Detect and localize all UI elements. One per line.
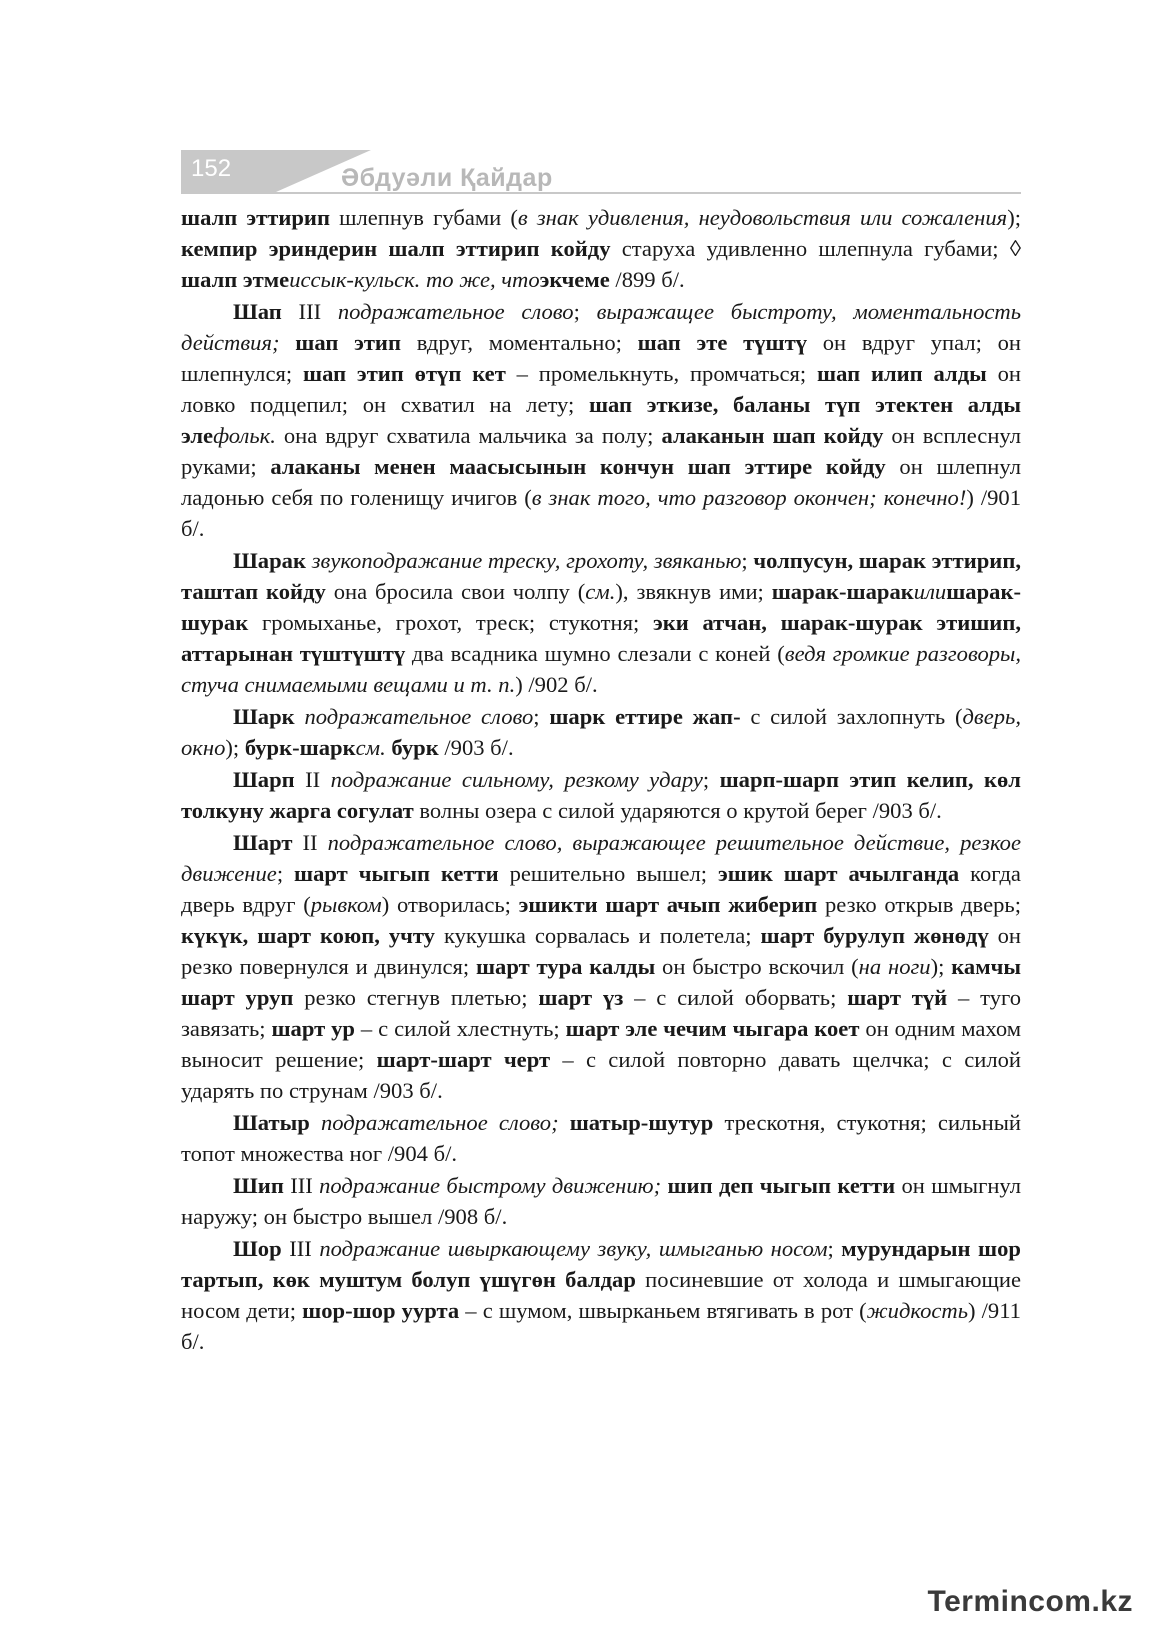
gloss-italic: подражательное слово — [337, 299, 574, 324]
headword-text: Шатыр — [233, 1110, 310, 1135]
definition-text: ); — [225, 735, 245, 760]
definition-text: ); — [930, 954, 952, 979]
header-rule — [181, 192, 1021, 194]
definition-text: ) /911 б/. — [181, 1298, 1021, 1354]
headword-text: шарт чыгып кетти — [294, 861, 499, 886]
definition-text: она вдруг схватила мальчика за полу; — [275, 423, 662, 448]
headword-text: экчеме — [539, 267, 610, 292]
headword-text: шарп-шарп этип келип, көл толкуну жарга согулат — [181, 767, 1021, 823]
headword-text: шарт тура калды — [475, 954, 656, 979]
dictionary-entry — [181, 764, 1021, 826]
headword-text: чолпусун, шарак эттирип, таштап койду — [181, 548, 1021, 604]
headword-text: эшик шарт ачылганда — [717, 861, 960, 886]
page-number-box — [181, 150, 276, 192]
dictionary-body — [181, 202, 1021, 1358]
definition-text: ) /902 б/. — [515, 672, 598, 697]
definition-text: – с силой оборвать; — [623, 985, 848, 1010]
headword-text: Шарп — [233, 767, 295, 792]
definition-text: ; — [573, 299, 597, 324]
definition-text: он быстро вскочил ( — [655, 954, 859, 979]
headword-text: шап эткизе, баланы түп этектен алды эле — [181, 392, 1021, 448]
headword-text: шап илип алды — [817, 361, 987, 386]
definition-text: старуха удивленно шлепнула губами; ◊ — [610, 236, 1021, 261]
definition-text: он одним махом выносит решение; — [181, 1016, 1021, 1072]
definition-text: ) отворилась; — [381, 892, 519, 917]
gloss-italic: подражание быстрому движению; — [319, 1173, 662, 1198]
definition-text: ), звякнув ими; — [615, 579, 772, 604]
definition-text: он шлепнул ладонью себя по голенищу ичигов ( — [181, 454, 1021, 510]
headword-text: Шап — [233, 299, 282, 324]
headword-text: эшикти шарт ачып жиберип — [518, 892, 818, 917]
gloss-italic: рывком — [310, 892, 382, 917]
gloss-italic: фольк. — [213, 423, 276, 448]
page-number: 152 — [191, 155, 232, 182]
headword-text: Шарк — [233, 704, 295, 729]
definition-text: II — [294, 767, 331, 792]
headword-text: шатыр-шутур — [569, 1110, 714, 1135]
definition-text: вдруг, моментально; — [400, 330, 638, 355]
gloss-italic: жидкость — [866, 1298, 969, 1323]
definition-text: ); — [1007, 205, 1021, 230]
dictionary-entry — [181, 701, 1021, 763]
definition-text: он резко повернулся и двинулся; — [181, 923, 1021, 979]
headword-text: шип деп чыгып кетти — [667, 1173, 896, 1198]
headword-text: кемпир эриндерин шалп эттирип койду — [181, 236, 611, 261]
dictionary-entry — [181, 1233, 1021, 1357]
gloss-italic: на ноги — [858, 954, 931, 979]
definition-text: II — [292, 830, 328, 855]
site-watermark: Termincom.kz — [927, 1585, 1133, 1618]
definition-text: ; — [533, 704, 550, 729]
definition-text: III — [281, 299, 338, 324]
headword-text: шап этип — [295, 330, 401, 355]
headword-text: Шор — [233, 1236, 282, 1261]
gloss-italic: см. — [585, 579, 616, 604]
definition-text — [559, 1110, 570, 1135]
definition-text: ; — [741, 548, 754, 573]
dictionary-entry — [181, 202, 1021, 295]
definition-text: ) /901 б/. — [181, 485, 1021, 541]
headword-text: Шип — [233, 1173, 284, 1198]
definition-text: два всадника шумно слезали с коней ( — [405, 641, 785, 666]
definition-text: посиневшие от холода и шмыгающие носом дети; — [181, 1267, 1021, 1323]
definition-text: III — [281, 1236, 320, 1261]
definition-text: кукушка сорвалась и полетела; — [434, 923, 761, 948]
page-header — [181, 150, 1021, 195]
headword-text: шап этип өтүп кет — [303, 361, 506, 386]
headword-text: шалп эттирип — [181, 205, 330, 230]
gloss-italic: в знак удивления, неудовольствия или сожаления — [517, 205, 1008, 230]
gloss-italic: иссык-кульск. то же, что — [289, 267, 540, 292]
definition-text: шлепнув губами ( — [329, 205, 518, 230]
headword-text: шалп этме — [181, 267, 290, 292]
gloss-italic: или — [913, 579, 947, 604]
definition-text: она бросила свои чолпу ( — [325, 579, 586, 604]
gloss-italic: подражание швыркающему звуку, шмыганью носом — [319, 1236, 828, 1261]
headword-text: шарак-шурак — [181, 579, 1021, 635]
headword-text: шарт ур — [271, 1016, 355, 1041]
gloss-italic: ведя громкие разговоры, стуча снимаемыми вещами и т. п. — [181, 641, 1021, 697]
dictionary-entry — [181, 1170, 1021, 1232]
headword-text: шарт бурулуп жөнөдү — [760, 923, 989, 948]
definition-text: он шмыгнул наружу; он быстро вышел /908 б/. — [181, 1173, 1022, 1229]
headword-text: Шарт — [233, 830, 293, 855]
definition-text: решительно вышел; — [498, 861, 718, 886]
gloss-italic: звукоподражание треску, грохоту, звяканью — [311, 548, 742, 573]
definition-text: волны озера с силой ударяются о крутой берег /903 б/. — [413, 798, 942, 823]
definition-text: когда дверь вдруг ( — [181, 861, 1021, 917]
gloss-italic: выражащее быстроту, моментальность действия; — [181, 299, 1021, 355]
headword-text: бурк — [391, 735, 439, 760]
definition-text: ; — [702, 767, 720, 792]
definition-text: трескотня, стукотня; сильный топот множества ног /904 б/. — [181, 1110, 1021, 1166]
headword-text: шарт түй — [847, 985, 948, 1010]
definition-text: – с силой хлестнуть; — [355, 1016, 566, 1041]
headword-text: бурк-шарк — [244, 735, 356, 760]
definition-text: ; — [827, 1236, 842, 1261]
headword-text: алаканы менен маасысынын кончун шап эттире койду — [270, 454, 886, 479]
definition-text: – с силой повторно давать щелчка; с силой ударять по струнам /903 б/. — [181, 1047, 1021, 1103]
definition-text — [310, 1110, 321, 1135]
headword-text: шарак-шарак — [771, 579, 914, 604]
dictionary-entry — [181, 545, 1021, 700]
definition-text: с силой захлопнуть ( — [740, 704, 963, 729]
definition-text: он ловко подцепил; он схватил на лету; — [181, 361, 1021, 417]
definition-text: резко стегнув плетью; — [293, 985, 539, 1010]
headword-text: шап эте түштү — [637, 330, 807, 355]
definition-text: /903 б/. — [438, 735, 514, 760]
gloss-italic: подражательное слово, выражающее решительное действие, резкое движение — [181, 830, 1021, 886]
gloss-italic: подражательное слово — [304, 704, 534, 729]
gloss-italic: в знак того, что разговор окончен; конечно! — [531, 485, 967, 510]
gloss-italic: дверь, окно — [181, 704, 1021, 760]
headword-text: мурундарын шор тартып, көк муштум болуп үшүгөн балдар — [181, 1236, 1021, 1292]
headword-text: эки атчан, шарак-шурак этишип, аттарынан түштүштү — [181, 610, 1021, 666]
headword-text: күкүк, шарт коюп, учту — [181, 923, 435, 948]
definition-text: он всплеснул руками; — [181, 423, 1021, 479]
definition-text: – с шумом, швырканьем втягивать в рот ( — [459, 1298, 867, 1323]
headword-text: шор-шор уурта — [302, 1298, 460, 1323]
gloss-italic: подражательное слово; — [320, 1110, 559, 1135]
gloss-italic: см. — [355, 735, 386, 760]
dictionary-entry — [181, 827, 1021, 1106]
headword-text: Шарак — [233, 548, 306, 573]
definition-text: III — [283, 1173, 320, 1198]
definition-text — [280, 330, 296, 355]
gloss-italic: подражание сильному, резкому удару — [330, 767, 703, 792]
dictionary-entry — [181, 1107, 1021, 1169]
definition-text: громыханье, грохот, треск; стукотня; — [248, 610, 653, 635]
definition-text: он вдруг упал; он шлепнулся; — [181, 330, 1021, 386]
headword-text: шарт-шарт черт — [376, 1047, 551, 1072]
headword-text: шарк еттире жап- — [549, 704, 741, 729]
definition-text: резко открыв дверь; — [817, 892, 1021, 917]
headword-text: алаканын шап койду — [661, 423, 884, 448]
headword-text: шарт эле чечим чыгара коет — [565, 1016, 860, 1041]
headword-text: шарт үз — [538, 985, 624, 1010]
running-title: Әбдуәли Қайдар — [341, 164, 553, 192]
definition-text: /899 б/. — [609, 267, 685, 292]
definition-text: – туго завязать; — [181, 985, 1022, 1041]
definition-text: – промелькнуть, промчаться; — [505, 361, 818, 386]
dictionary-entry — [181, 296, 1021, 544]
definition-text: ; — [276, 861, 295, 886]
headword-text: камчы шарт уруп — [181, 954, 1021, 1010]
